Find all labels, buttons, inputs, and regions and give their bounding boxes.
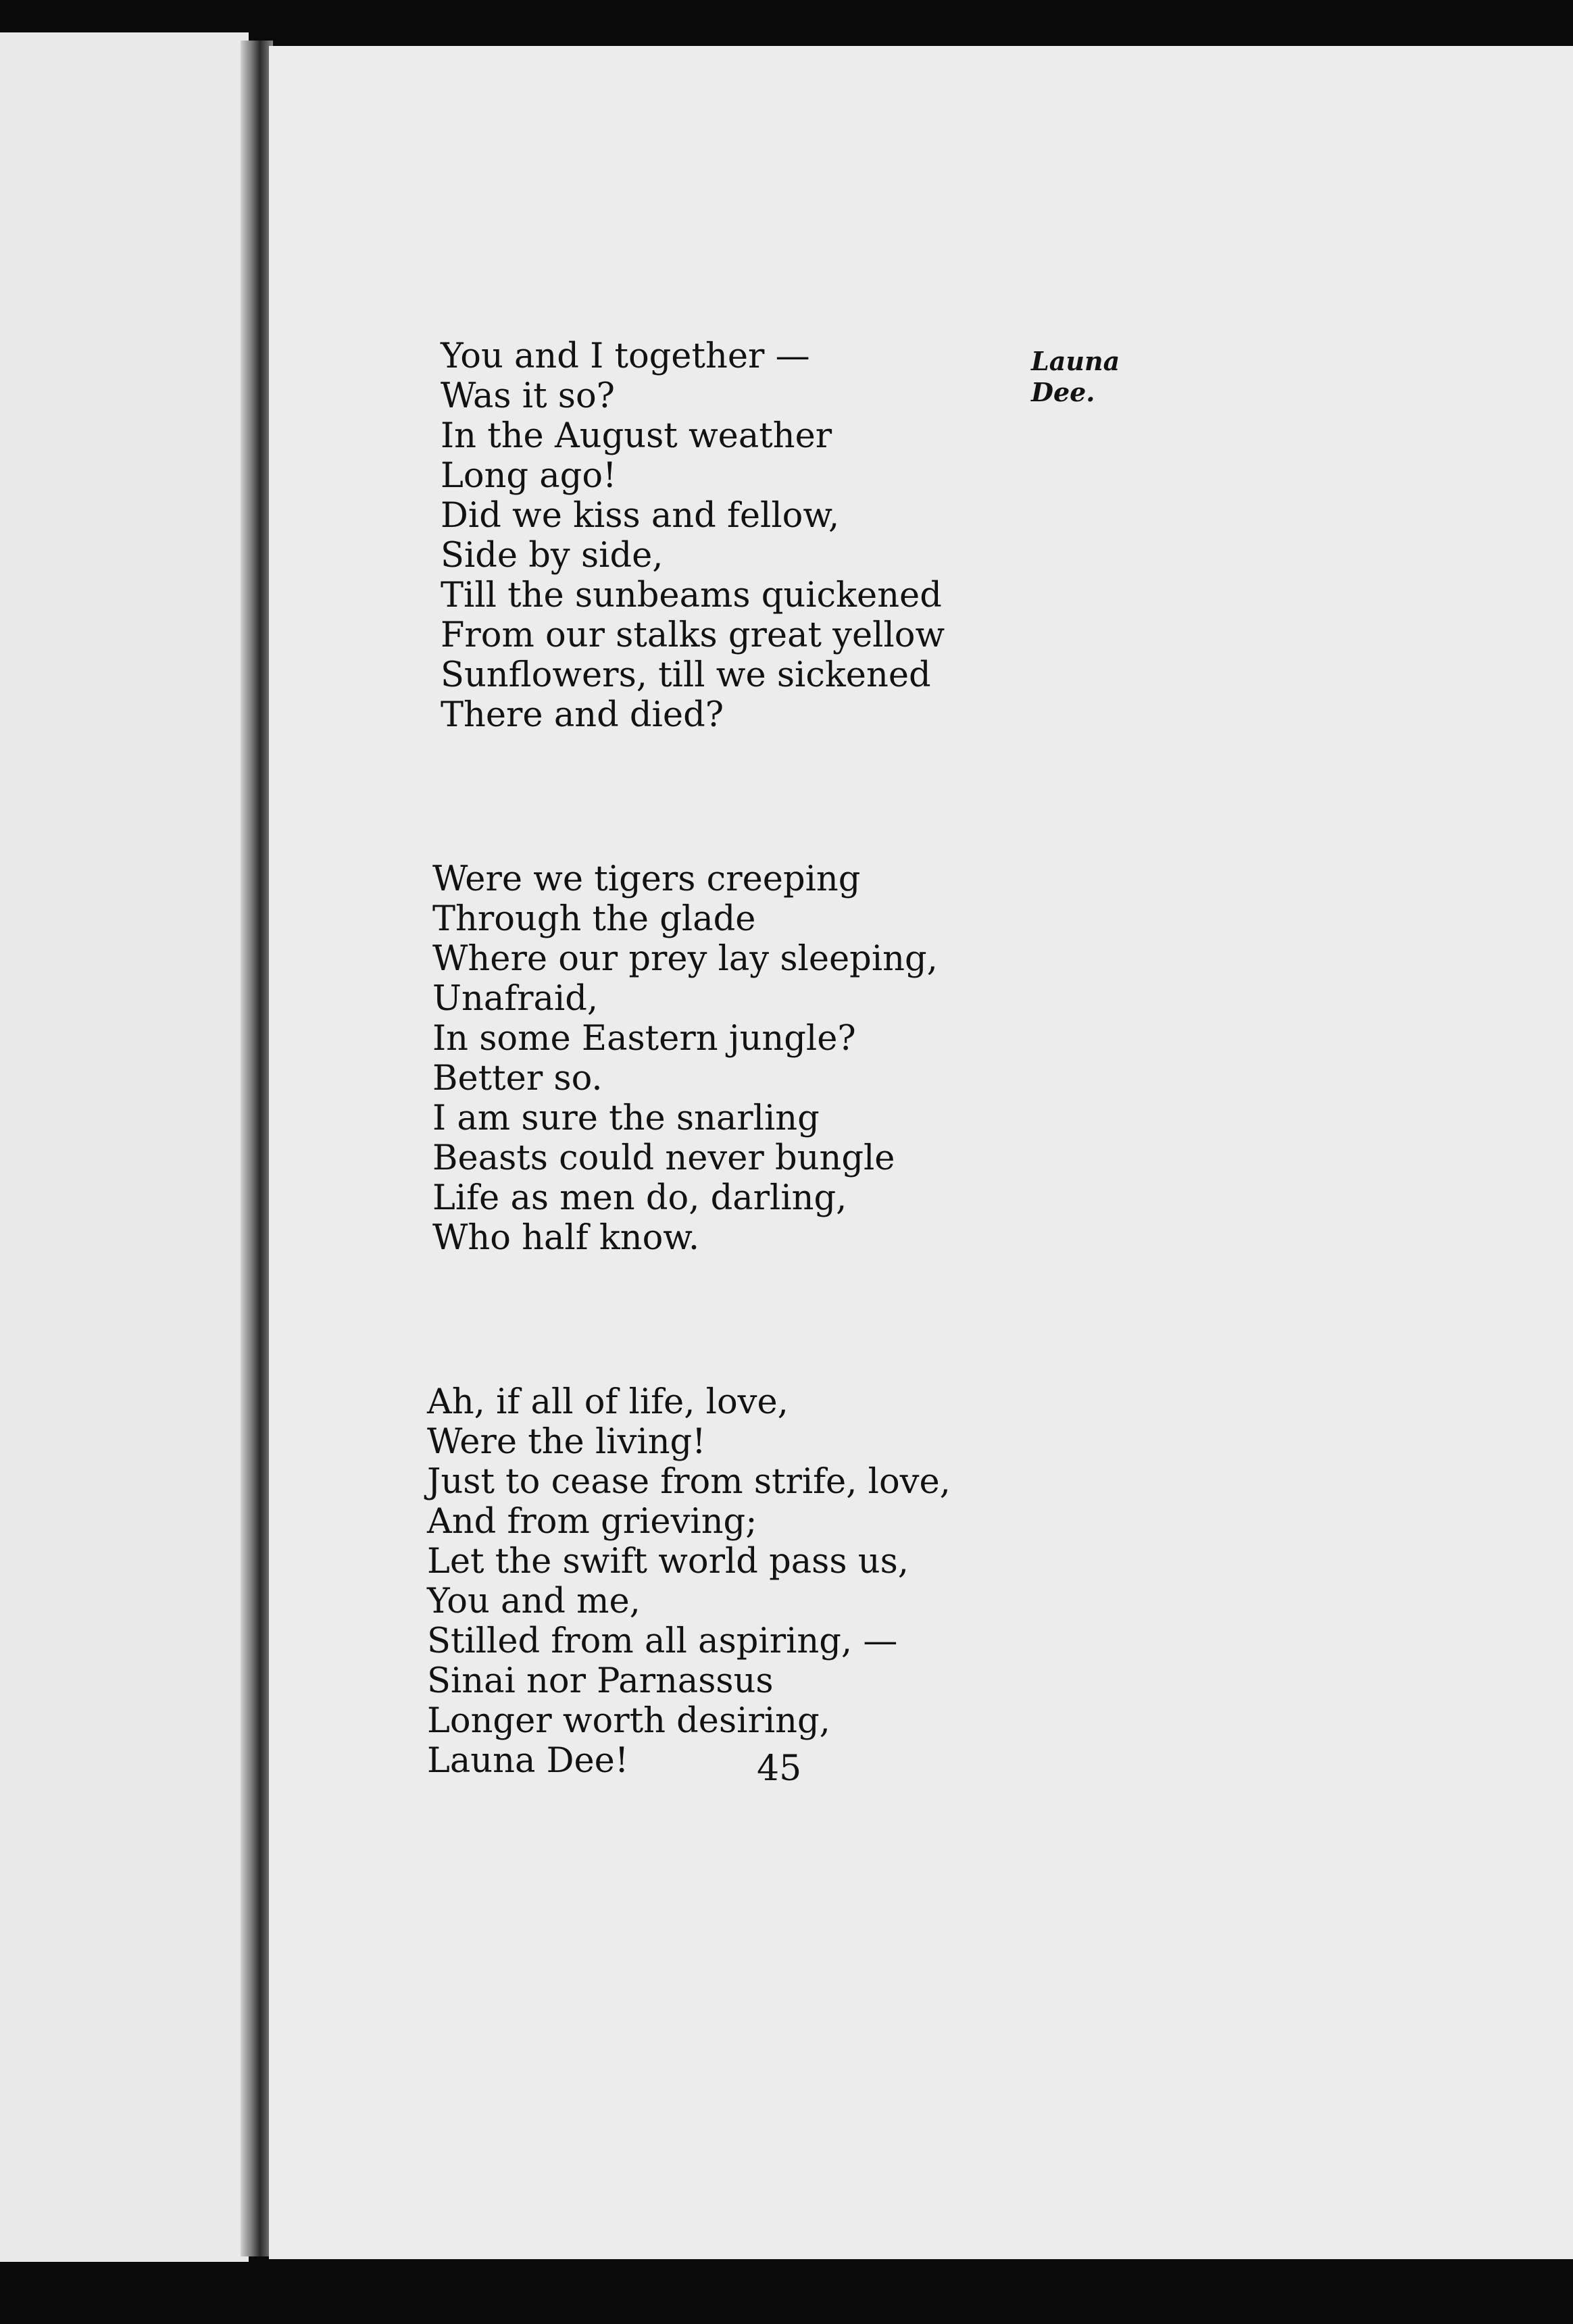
poem-line: Just to cease from strife, love, [427, 1462, 951, 1502]
poem-line: From our stalks great yellow [441, 615, 945, 655]
poem-line: Launa Dee! [427, 1741, 629, 1781]
poem-line: And from grieving; [427, 1502, 757, 1542]
poem-line: Life as men do, darling, [432, 1178, 847, 1218]
poem-line: Ah, if all of life, love, [427, 1382, 789, 1422]
poem-line: Let the swift world pass us, [427, 1542, 909, 1582]
poem-line: Were the living! [427, 1422, 706, 1462]
poem-line: You and I together — [441, 336, 810, 376]
poem-line: I am sure the snarling [432, 1098, 820, 1138]
margin-note-line: Launa [1031, 346, 1120, 376]
poem-line: In the August weather [441, 416, 832, 456]
poem-line: Was it so? [441, 376, 616, 416]
poem-line: In some Eastern jungle? [432, 1019, 856, 1059]
stanza-2 [432, 859, 1243, 1258]
poem-line: Side by side, [441, 536, 664, 576]
margin-note-line: Dee. [1031, 377, 1095, 407]
poem-line: Through the glade [432, 899, 756, 939]
poem-line: Longer worth desiring, [427, 1701, 830, 1741]
page-number: 45 [757, 1748, 802, 1789]
poem [427, 336, 1243, 1905]
book-page [269, 46, 1573, 2259]
poem-line: Beasts could never bungle [432, 1138, 895, 1178]
poem-line: Till the sunbeams quickened [441, 576, 942, 615]
poem-line: You and me, [427, 1582, 641, 1621]
book-spine [241, 41, 273, 2256]
poem-line: Who half know. [432, 1218, 700, 1258]
stanza-3 [427, 1382, 1243, 1781]
poem-line: There and died? [441, 695, 724, 735]
poem-line: Long ago! [441, 456, 617, 496]
poem-line: Did we kiss and fellow, [441, 496, 840, 536]
poem-line: Sinai nor Parnassus [427, 1661, 774, 1701]
stanza-1 [441, 336, 1243, 735]
poem-line: Better so. [432, 1059, 603, 1098]
poem-line: Were we tigers creeping [432, 859, 861, 899]
facing-page [0, 32, 249, 2262]
poem-line: Where our prey lay sleeping, [432, 939, 938, 979]
poem-line: Unafraid, [432, 979, 599, 1019]
poem-line: Stilled from all aspiring, — [427, 1621, 898, 1661]
poem-line: Sunflowers, till we sickened [441, 655, 931, 695]
